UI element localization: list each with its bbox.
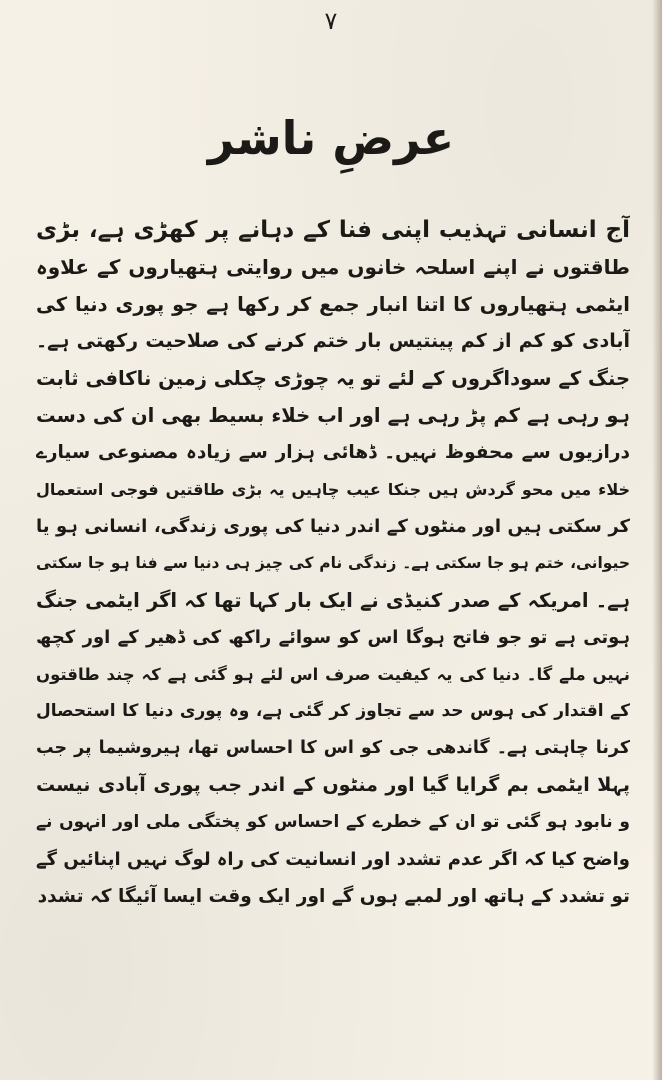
text-line: نہیں ملے گا۔ دنیا کی یہ کیفیت صرف اس لئے ہو گئی ہے کہ چند طاقتوں — [36, 665, 630, 684]
text-line: خلاء میں محو گردش ہیں جنکا عیب چاہیں یہ بڑی طاقتیں فوجی استعمال — [36, 480, 630, 499]
text-line: کرنا چاہتی ہے۔ گاندھی جی کو اس کا احساس تھا، ہیروشیما پر جب — [36, 738, 630, 758]
text-line: ہو رہی ہے کم پڑ رہی ہے اور اب خلاء بسیط بھی ان کی دست — [36, 404, 630, 427]
text-line: کر سکتی ہیں اور منٹوں کے اندر دنیا کی پوری زندگی، انسانی ہو یا — [36, 516, 630, 537]
text-line: ہوتی ہے تو جو فاتح ہوگا اس کو سوائے راکھ کی ڈھیر کے اور کچھ — [36, 627, 630, 648]
text-line: آبادی کو کم از کم پینتیس بار ختم کرنے کی صلاحیت رکھتی ہے۔ — [36, 330, 630, 352]
page-heading: عرضِ ناشر — [207, 111, 455, 165]
text-line: ایٹمی ہتھیاروں کا اتنا انبار جمع کر رکھا ہے جو پوری دنیا کی — [36, 293, 630, 316]
text-line: تو تشدد کے ہاتھ اور لمبے ہوں گے اور ایک وقت ایسا آئیگا کہ تشدد — [37, 886, 630, 907]
text-line: پہلا ایٹمی بم گرایا گیا اور منٹوں کے اندر جب پوری آبادی نیست — [36, 774, 630, 796]
page-number: ۷ — [324, 7, 338, 35]
text-line: و نابود ہو گئی تو ان کے خطرے کے احساس کو پختگی ملی اور انہوں نے — [36, 812, 630, 832]
text-line: درازیوں سے محفوظ نہیں۔ ڈھائی ہزار سے زیادہ مصنوعی سیارے — [36, 442, 630, 463]
text-line: حیوانی، ختم ہو جا سکتی ہے۔ زندگی نام کی چیز ہی دنیا سے فنا ہو جا سکتی — [36, 554, 630, 572]
text-line: ہے۔ امریکہ کے صدر کنیڈی نے ایک بار کہا تھا کہ اگر ایٹمی جنگ — [36, 589, 630, 612]
text-line: واضح کیا کہ اگر عدم تشدد اور انسانیت کی راہ لوگ نہیں اپنائیں گے — [36, 849, 630, 870]
text-line: جنگ کے سوداگروں کے لئے تو یہ چوڑی چکلی زمین ناکافی ثابت — [36, 367, 630, 390]
body-text — [36, 212, 630, 915]
text-line: آج انسانی تہذیب اپنی فنا کے دہانے پر کھڑی ہے، بڑی — [36, 217, 630, 243]
text-line: طاقتوں نے اپنے اسلحہ خانوں میں روایتی ہتھیاروں کے علاوہ — [36, 255, 630, 279]
text-line: کے اقتدار کی ہوس حد سے تجاوز کر گئی ہے، وہ پوری دنیا کا استحصال — [36, 701, 630, 721]
